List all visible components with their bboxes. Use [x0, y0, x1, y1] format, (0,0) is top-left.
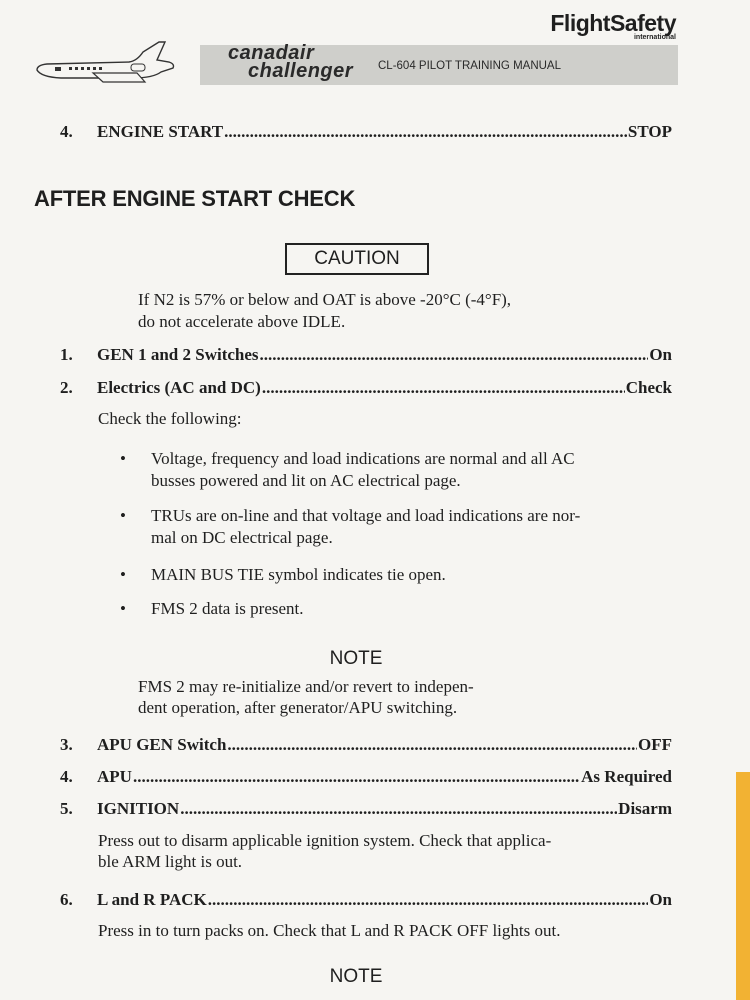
check-intro: Check the following: — [98, 409, 242, 428]
caution-line: If N2 is 57% or below and OAT is above -20°C (-4°F), — [138, 290, 512, 309]
item-value: Disarm — [618, 799, 672, 818]
item-number: 2. — [60, 378, 73, 397]
brand-sub: international — [633, 34, 676, 41]
item-label: APU GEN Switch — [97, 735, 227, 754]
item-number: 1. — [60, 345, 73, 364]
note-heading: NOTE — [329, 966, 383, 987]
item-value: Check — [625, 378, 672, 397]
model-logo — [228, 44, 353, 80]
brand-name: FlightSafety — [550, 10, 676, 36]
bullet-icon: • — [120, 449, 126, 468]
checklist-item — [60, 767, 672, 787]
pack-text: Press in to turn packs on. Check that L and R PACK OFF lights out. — [98, 921, 561, 940]
bullet-icon: • — [120, 506, 126, 525]
item-number: 4. — [60, 122, 73, 141]
bullet-item — [120, 448, 680, 492]
leader-dots — [227, 735, 637, 755]
leader-dots — [262, 378, 625, 398]
caution-line: do not accelerate above IDLE. — [138, 312, 346, 331]
item-value: On — [649, 345, 672, 364]
item-value: STOP — [627, 122, 672, 141]
note-line: dent operation, after generator/APU switching. — [138, 698, 458, 717]
item-value: On — [649, 890, 672, 909]
item-label: GEN 1 and 2 Switches — [97, 345, 259, 364]
caution-box: CAUTION — [285, 243, 429, 275]
bullet-item — [120, 505, 680, 549]
ignition-text: Press out to disarm applicable ignition system. Check that applica- — [98, 831, 552, 850]
item-label: APU — [97, 767, 132, 786]
item-label: Electrics (AC and DC) — [97, 378, 261, 397]
item-number: 5. — [60, 799, 73, 818]
bullet-line: mal on DC electrical page. — [151, 528, 333, 547]
checklist-item — [60, 378, 672, 398]
checklist-item — [60, 799, 672, 819]
note-heading: NOTE — [329, 648, 383, 669]
leader-dots — [180, 799, 617, 819]
manual-title: CL-604 PILOT TRAINING MANUAL — [378, 60, 561, 72]
model-line1: canadair — [228, 42, 315, 64]
bullet-icon: • — [120, 599, 126, 618]
bullet-line: TRUs are on-line and that voltage and load indications are nor- — [151, 506, 581, 525]
jet-icon — [33, 40, 193, 86]
brand-logo — [550, 10, 676, 41]
bullet-line: FMS 2 data is present. — [151, 599, 304, 618]
item-label: ENGINE START — [97, 122, 224, 141]
checklist-item — [60, 345, 672, 365]
bullet-item — [120, 598, 680, 620]
ignition-text: ble ARM light is out. — [98, 852, 243, 871]
item-number: 6. — [60, 890, 73, 909]
item-number: 4. — [60, 767, 73, 786]
checklist-item — [60, 122, 672, 142]
checklist-item — [60, 890, 672, 910]
leader-dots — [224, 122, 627, 142]
leader-dots — [133, 767, 580, 787]
checklist-item — [60, 735, 672, 755]
item-label: IGNITION — [97, 799, 180, 818]
page-edge-tab — [736, 772, 750, 1000]
bullet-line: MAIN BUS TIE symbol indicates tie open. — [151, 565, 446, 584]
bullet-item — [120, 564, 680, 586]
item-number: 3. — [60, 735, 73, 754]
bullet-line: busses powered and lit on AC electrical page. — [151, 471, 461, 490]
bullet-icon: • — [120, 565, 126, 584]
item-label: L and R PACK — [97, 890, 207, 909]
item-value: OFF — [638, 735, 672, 754]
model-line2: challenger — [248, 60, 354, 82]
leader-dots — [208, 890, 649, 910]
item-value: As Required — [581, 767, 672, 786]
leader-dots — [260, 345, 649, 365]
bullet-line: Voltage, frequency and load indications are normal and all AC — [151, 449, 575, 468]
section-title: AFTER ENGINE START CHECK — [34, 186, 356, 211]
note-line: FMS 2 may re-initialize and/or revert to indepen- — [138, 677, 474, 696]
